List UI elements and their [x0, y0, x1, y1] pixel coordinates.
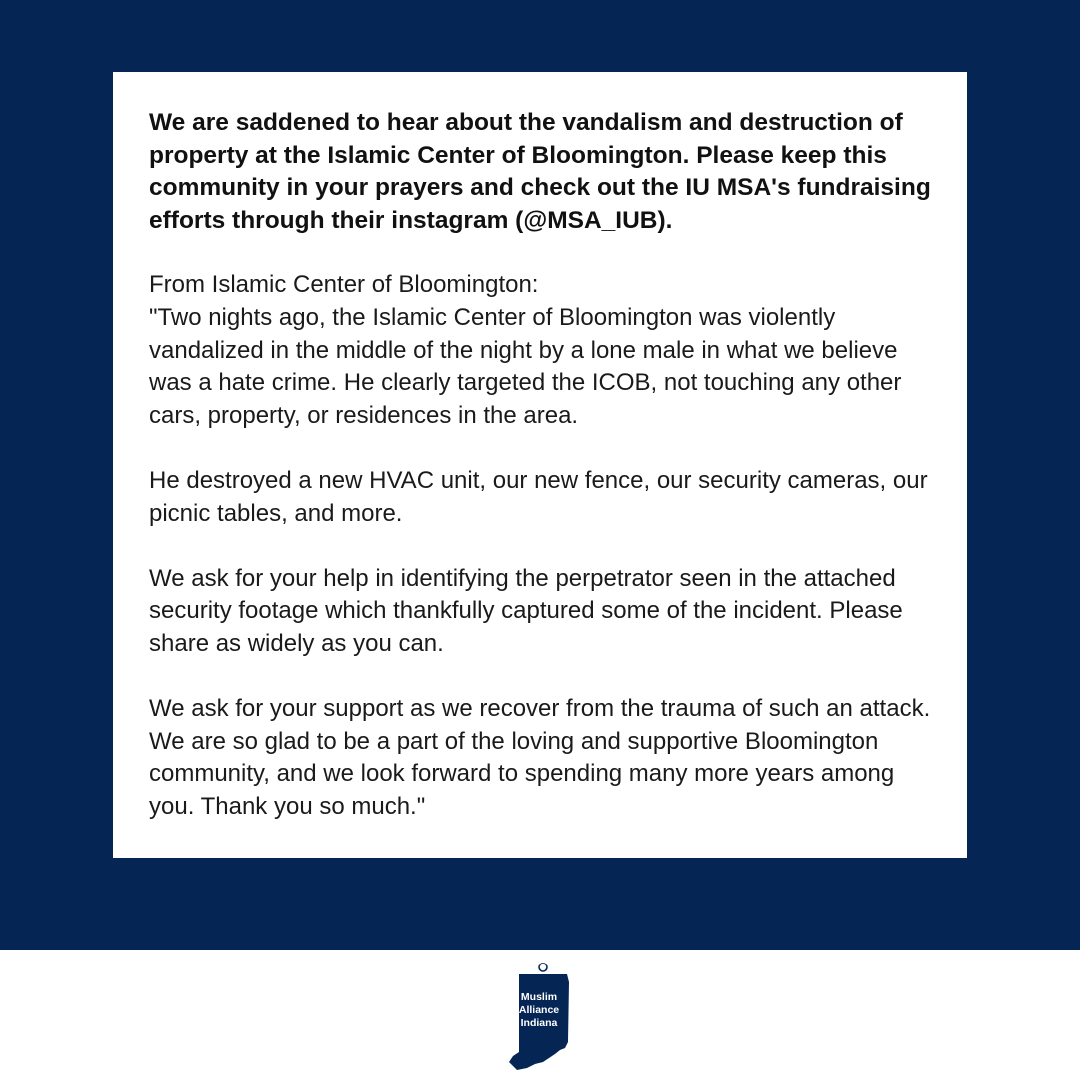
- statement-body: [149, 269, 931, 823]
- quote-paragraph: "Two nights ago, the Islamic Center of Bloomington was violently vandalized in the middle of the night by a lone male in what we believe was a hate crime. He clearly targeted the ICOB, not touching any other cars, property, or residences in the area.: [149, 303, 902, 429]
- quote-paragraph: We ask for your support as we recover from the trauma of such an attack. We are so glad to be a part of the loving and supportive Bloomington community, and we look forward to spending many more years among you. Thank you so much.": [149, 695, 931, 820]
- source-line: From Islamic Center of Bloomington:: [149, 271, 539, 299]
- indiana-map-crescent-icon: [505, 962, 575, 1070]
- statement-intro: We are saddened to hear about the vandalism and destruction of property at the Islamic Center of Bloomington. Please keep this community in your prayers and check out the IU MSA's fundraising efforts through their instagram (@MSA_IUB).: [149, 109, 931, 234]
- muslim-alliance-indiana-logo: [505, 962, 575, 1070]
- quote-paragraph: He destroyed a new HVAC unit, our new fence, our security cameras, our picnic tables, and more.: [149, 466, 928, 527]
- quote-paragraph: We ask for your help in identifying the perpetrator seen in the attached security footage which thankfully captured some of the incident. Please share as widely as you can.: [149, 564, 903, 657]
- logo-line-1: Muslim: [520, 991, 558, 1003]
- statement-card: [113, 72, 967, 858]
- logo-line-3: Indiana: [520, 1017, 558, 1029]
- logo-line-2: Alliance: [518, 1004, 560, 1016]
